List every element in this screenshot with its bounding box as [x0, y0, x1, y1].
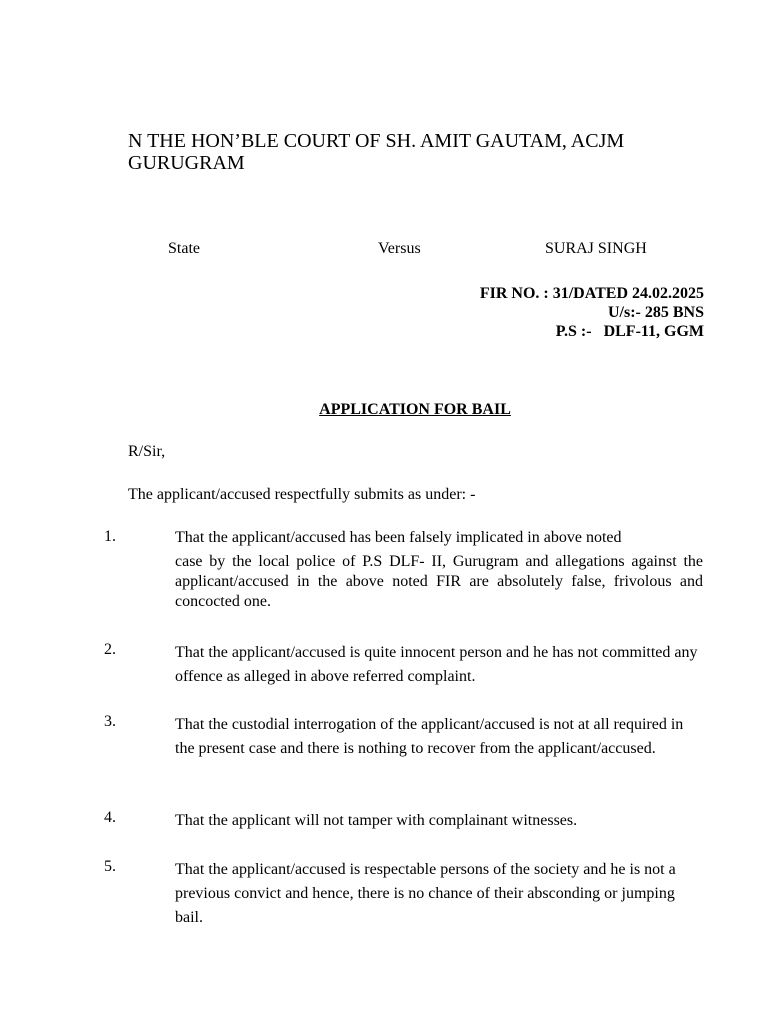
- paragraph-text: That the custodial interrogation of the applicant/accused is not at all required in the present case and there is nothing to recover from the applicant/accused.: [175, 716, 684, 757]
- fir-section: U/s:- 285 BNS: [607, 304, 704, 321]
- paragraph-number: 5.: [104, 858, 116, 875]
- paragraph-text: That the applicant/accused is respectable persons of the society and he is not a previous convict and hence, there is no chance of their absconding or jumping bail.: [175, 861, 676, 926]
- court-title: [128, 130, 688, 174]
- paragraph-text: That the applicant will not tamper with complainant witnesses.: [175, 812, 578, 829]
- fir-number: FIR NO. : 31/DATED 24.02.2025: [479, 285, 704, 302]
- fir-details: [480, 284, 704, 341]
- paragraph-text: That the applicant/accused is quite innocent person and he has not committed any offence as alleged in above referred complaint.: [175, 644, 698, 685]
- court-title-line-2: GURUGRAM: [128, 152, 245, 174]
- paragraph-number: 2.: [104, 641, 116, 658]
- party-versus: Versus: [378, 240, 421, 257]
- court-title-line-1: N THE HON’BLE COURT OF SH. AMIT GAUTAM, ACJM: [128, 130, 625, 152]
- paragraph-number: 3.: [104, 713, 116, 730]
- application-title: APPLICATION FOR BAIL: [319, 401, 511, 418]
- paragraph-number: 1.: [104, 528, 116, 545]
- party-accused: SURAJ SINGH: [545, 240, 647, 257]
- case-parties: [0, 240, 768, 262]
- paragraph-text-rest: case by the local police of P.S DLF- II, Gurugram and allegations against the applicant/accused in the above noted FIR are absolutely false, frivolous and concocted one.: [175, 553, 703, 610]
- salutation: R/Sir,: [128, 443, 166, 460]
- paragraph-text-line-1: That the applicant/accused has been falsely implicated in above noted: [175, 529, 622, 546]
- fir-police-station: P.S :- DLF-11, GGM: [555, 323, 704, 340]
- intro-text: The applicant/accused respectfully submits as under: -: [128, 486, 476, 503]
- paragraph-text: [175, 528, 703, 612]
- party-state: State: [168, 240, 200, 257]
- paragraph-number: 4.: [104, 809, 116, 826]
